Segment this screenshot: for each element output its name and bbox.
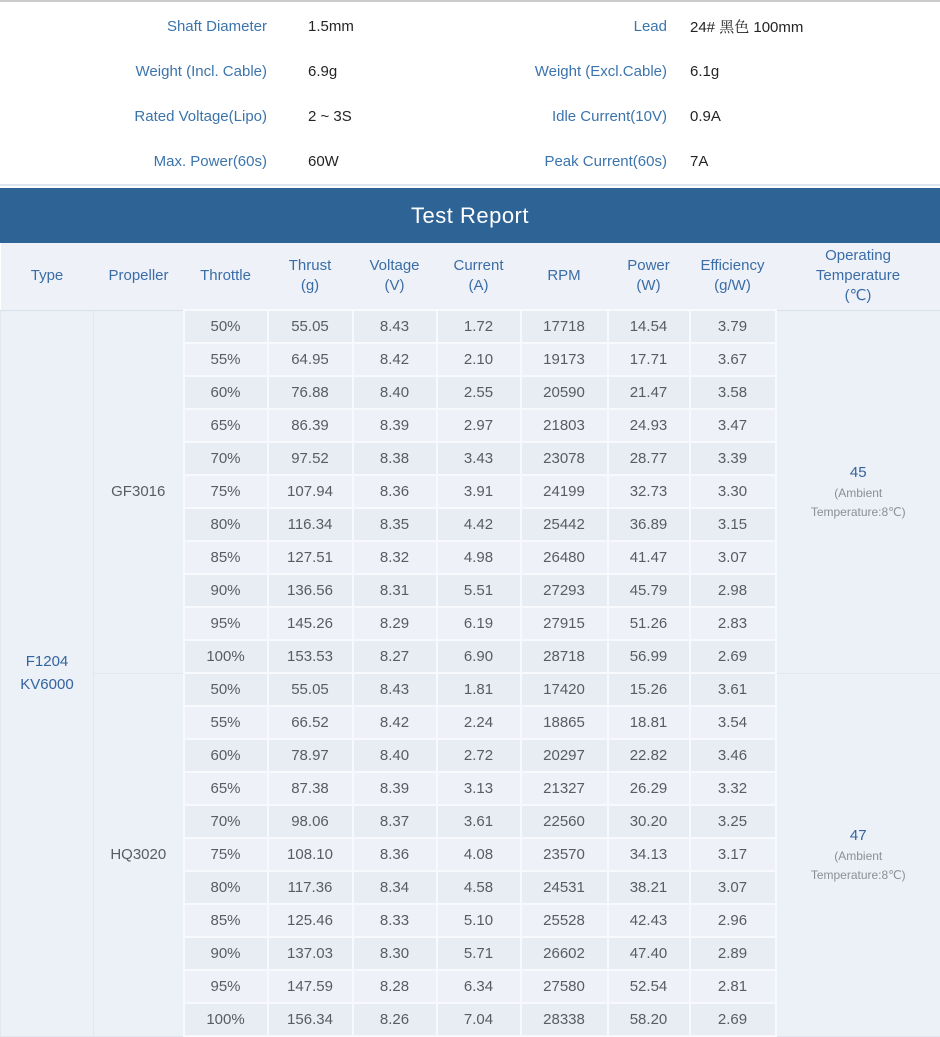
power-cell: 36.89 xyxy=(608,508,690,541)
spec-label-max-power: Max. Power(60s) xyxy=(0,153,267,170)
thrust-cell: 98.06 xyxy=(268,805,353,838)
col-header-line: (g) xyxy=(268,276,353,296)
power-cell: 34.13 xyxy=(608,838,690,871)
throttle-cell: 60% xyxy=(184,739,268,772)
thrust-cell: 116.34 xyxy=(268,508,353,541)
throttle-cell: 85% xyxy=(184,904,268,937)
col-header-line: (W) xyxy=(608,276,690,296)
rpm-cell: 24531 xyxy=(521,871,608,904)
power-cell: 26.29 xyxy=(608,772,690,805)
col-header-throttle xyxy=(184,243,268,310)
rpm-cell: 23078 xyxy=(521,442,608,475)
rpm-cell: 25442 xyxy=(521,508,608,541)
efficiency-cell: 3.32 xyxy=(690,772,776,805)
thrust-cell: 55.05 xyxy=(268,310,353,343)
throttle-cell: 55% xyxy=(184,706,268,739)
current-cell: 4.08 xyxy=(437,838,521,871)
efficiency-cell: 3.79 xyxy=(690,310,776,343)
col-header-line: Propeller xyxy=(94,266,184,286)
voltage-cell: 8.43 xyxy=(353,310,437,343)
power-cell: 18.81 xyxy=(608,706,690,739)
spec-value-idle-current: 0.9A xyxy=(667,108,940,125)
throttle-cell: 70% xyxy=(184,442,268,475)
throttle-cell: 55% xyxy=(184,343,268,376)
efficiency-cell: 3.67 xyxy=(690,343,776,376)
rpm-cell: 18865 xyxy=(521,706,608,739)
voltage-cell: 8.37 xyxy=(353,805,437,838)
col-header-line: (V) xyxy=(353,276,437,296)
current-cell: 3.61 xyxy=(437,805,521,838)
power-cell: 14.54 xyxy=(608,310,690,343)
throttle-cell: 80% xyxy=(184,508,268,541)
current-cell: 4.58 xyxy=(437,871,521,904)
power-cell: 22.82 xyxy=(608,739,690,772)
thrust-cell: 127.51 xyxy=(268,541,353,574)
col-header-line: Current xyxy=(437,256,521,276)
voltage-cell: 8.40 xyxy=(353,739,437,772)
thrust-cell: 87.38 xyxy=(268,772,353,805)
voltage-cell: 8.30 xyxy=(353,937,437,970)
power-cell: 42.43 xyxy=(608,904,690,937)
throttle-cell: 65% xyxy=(184,409,268,442)
voltage-cell: 8.40 xyxy=(353,376,437,409)
propeller-cell: HQ3020 xyxy=(94,673,184,1036)
current-cell: 5.10 xyxy=(437,904,521,937)
throttle-cell: 95% xyxy=(184,970,268,1003)
current-cell: 6.19 xyxy=(437,607,521,640)
rpm-cell: 27915 xyxy=(521,607,608,640)
power-cell: 38.21 xyxy=(608,871,690,904)
thrust-cell: 76.88 xyxy=(268,376,353,409)
throttle-cell: 75% xyxy=(184,838,268,871)
thrust-cell: 156.34 xyxy=(268,1003,353,1036)
thrust-cell: 64.95 xyxy=(268,343,353,376)
spec-value-shaft-diameter: 1.5mm xyxy=(267,18,407,35)
voltage-cell: 8.35 xyxy=(353,508,437,541)
temperature-value: 47 xyxy=(777,825,940,847)
table-header-row xyxy=(1,243,940,310)
efficiency-cell: 2.83 xyxy=(690,607,776,640)
voltage-cell: 8.39 xyxy=(353,409,437,442)
rpm-cell: 19173 xyxy=(521,343,608,376)
rpm-cell: 17718 xyxy=(521,310,608,343)
power-cell: 21.47 xyxy=(608,376,690,409)
voltage-cell: 8.26 xyxy=(353,1003,437,1036)
voltage-cell: 8.28 xyxy=(353,970,437,1003)
rpm-cell: 23570 xyxy=(521,838,608,871)
type-line: F1204 xyxy=(1,650,93,673)
current-cell: 3.91 xyxy=(437,475,521,508)
current-cell: 2.10 xyxy=(437,343,521,376)
thrust-cell: 137.03 xyxy=(268,937,353,970)
efficiency-cell: 3.30 xyxy=(690,475,776,508)
voltage-cell: 8.29 xyxy=(353,607,437,640)
col-header-line: Thrust xyxy=(268,256,353,276)
table-body xyxy=(1,310,940,1036)
throttle-cell: 50% xyxy=(184,673,268,706)
throttle-cell: 70% xyxy=(184,805,268,838)
spec-row xyxy=(0,49,940,94)
thrust-cell: 66.52 xyxy=(268,706,353,739)
current-cell: 5.51 xyxy=(437,574,521,607)
rpm-cell: 21327 xyxy=(521,772,608,805)
spec-value-weight-incl-cable: 6.9g xyxy=(267,63,407,80)
efficiency-cell: 2.81 xyxy=(690,970,776,1003)
voltage-cell: 8.27 xyxy=(353,640,437,673)
current-cell: 2.72 xyxy=(437,739,521,772)
rpm-cell: 24199 xyxy=(521,475,608,508)
table-header xyxy=(1,243,940,310)
temperature-note-line: (Ambient xyxy=(777,847,940,866)
spec-row xyxy=(0,4,940,49)
col-header-line: Temperature xyxy=(776,266,940,286)
voltage-cell: 8.36 xyxy=(353,475,437,508)
thrust-cell: 86.39 xyxy=(268,409,353,442)
efficiency-cell: 3.07 xyxy=(690,871,776,904)
throttle-cell: 90% xyxy=(184,574,268,607)
power-cell: 30.20 xyxy=(608,805,690,838)
col-header-line: (g/W) xyxy=(690,276,776,296)
col-header-voltage xyxy=(353,243,437,310)
col-header-type xyxy=(1,243,94,310)
thrust-cell: 117.36 xyxy=(268,871,353,904)
current-cell: 2.97 xyxy=(437,409,521,442)
rpm-cell: 27293 xyxy=(521,574,608,607)
current-cell: 3.13 xyxy=(437,772,521,805)
col-header-line: Efficiency xyxy=(690,256,776,276)
rpm-cell: 20590 xyxy=(521,376,608,409)
voltage-cell: 8.43 xyxy=(353,673,437,706)
thrust-cell: 107.94 xyxy=(268,475,353,508)
efficiency-cell: 3.07 xyxy=(690,541,776,574)
throttle-cell: 90% xyxy=(184,937,268,970)
col-header-power xyxy=(608,243,690,310)
efficiency-cell: 2.96 xyxy=(690,904,776,937)
spec-label-rated-voltage: Rated Voltage(Lipo) xyxy=(0,108,267,125)
power-cell: 28.77 xyxy=(608,442,690,475)
current-cell: 2.55 xyxy=(437,376,521,409)
voltage-cell: 8.33 xyxy=(353,904,437,937)
current-cell: 1.72 xyxy=(437,310,521,343)
col-header-line: Operating xyxy=(776,246,940,266)
spec-label-weight-incl-cable: Weight (Incl. Cable) xyxy=(0,63,267,80)
temperature-cell xyxy=(776,310,940,673)
thrust-cell: 153.53 xyxy=(268,640,353,673)
throttle-cell: 60% xyxy=(184,376,268,409)
power-cell: 15.26 xyxy=(608,673,690,706)
rpm-cell: 21803 xyxy=(521,409,608,442)
current-cell: 6.90 xyxy=(437,640,521,673)
spec-label-shaft-diameter: Shaft Diameter xyxy=(0,18,267,35)
col-header-line: Type xyxy=(1,266,94,286)
rpm-cell: 26602 xyxy=(521,937,608,970)
efficiency-cell: 2.69 xyxy=(690,640,776,673)
power-cell: 58.20 xyxy=(608,1003,690,1036)
efficiency-cell: 2.89 xyxy=(690,937,776,970)
power-cell: 32.73 xyxy=(608,475,690,508)
thrust-cell: 78.97 xyxy=(268,739,353,772)
thrust-cell: 145.26 xyxy=(268,607,353,640)
col-header-line: RPM xyxy=(521,266,608,286)
type-cell xyxy=(1,310,94,1036)
voltage-cell: 8.42 xyxy=(353,706,437,739)
power-cell: 24.93 xyxy=(608,409,690,442)
thrust-cell: 125.46 xyxy=(268,904,353,937)
current-cell: 5.71 xyxy=(437,937,521,970)
test-report-table xyxy=(0,243,940,1037)
rpm-cell: 28338 xyxy=(521,1003,608,1036)
rpm-cell: 28718 xyxy=(521,640,608,673)
spec-label-peak-current: Peak Current(60s) xyxy=(407,153,667,170)
thrust-cell: 136.56 xyxy=(268,574,353,607)
rpm-cell: 17420 xyxy=(521,673,608,706)
temperature-value: 45 xyxy=(777,462,940,484)
efficiency-cell: 3.54 xyxy=(690,706,776,739)
col-header-line: Voltage xyxy=(353,256,437,276)
efficiency-cell: 3.47 xyxy=(690,409,776,442)
col-header-temperature xyxy=(776,243,940,310)
rpm-cell: 20297 xyxy=(521,739,608,772)
voltage-cell: 8.36 xyxy=(353,838,437,871)
throttle-cell: 75% xyxy=(184,475,268,508)
spec-row xyxy=(0,94,940,139)
voltage-cell: 8.39 xyxy=(353,772,437,805)
thrust-cell: 97.52 xyxy=(268,442,353,475)
efficiency-cell: 3.17 xyxy=(690,838,776,871)
spec-summary xyxy=(0,2,940,186)
col-header-current xyxy=(437,243,521,310)
thrust-cell: 147.59 xyxy=(268,970,353,1003)
efficiency-cell: 2.98 xyxy=(690,574,776,607)
temperature-note-line: (Ambient xyxy=(777,484,940,503)
power-cell: 47.40 xyxy=(608,937,690,970)
test-report-banner xyxy=(0,188,940,243)
rpm-cell: 22560 xyxy=(521,805,608,838)
col-header-rpm xyxy=(521,243,608,310)
current-cell: 4.98 xyxy=(437,541,521,574)
power-cell: 41.47 xyxy=(608,541,690,574)
data-row xyxy=(1,673,940,706)
current-cell: 4.42 xyxy=(437,508,521,541)
test-report-title: Test Report xyxy=(411,203,529,229)
power-cell: 51.26 xyxy=(608,607,690,640)
throttle-cell: 100% xyxy=(184,1003,268,1036)
temperature-note-line: Temperature:8℃) xyxy=(777,866,940,885)
spec-label-weight-excl-cable: Weight (Excl.Cable) xyxy=(407,63,667,80)
voltage-cell: 8.42 xyxy=(353,343,437,376)
col-header-line: (℃) xyxy=(776,286,940,306)
efficiency-cell: 3.25 xyxy=(690,805,776,838)
efficiency-cell: 3.61 xyxy=(690,673,776,706)
efficiency-cell: 3.46 xyxy=(690,739,776,772)
temperature-cell xyxy=(776,673,940,1036)
voltage-cell: 8.32 xyxy=(353,541,437,574)
voltage-cell: 8.31 xyxy=(353,574,437,607)
col-header-thrust xyxy=(268,243,353,310)
col-header-line: (A) xyxy=(437,276,521,296)
throttle-cell: 100% xyxy=(184,640,268,673)
temperature-note-line: Temperature:8℃) xyxy=(777,503,940,522)
spec-label-lead: Lead xyxy=(407,18,667,35)
spec-row xyxy=(0,139,940,184)
col-header-line: Power xyxy=(608,256,690,276)
power-cell: 17.71 xyxy=(608,343,690,376)
spec-value-rated-voltage: 2 ~ 3S xyxy=(267,108,407,125)
efficiency-cell: 3.39 xyxy=(690,442,776,475)
type-line: KV6000 xyxy=(1,673,93,696)
spec-value-weight-excl-cable: 6.1g xyxy=(667,63,940,80)
current-cell: 3.43 xyxy=(437,442,521,475)
voltage-cell: 8.34 xyxy=(353,871,437,904)
throttle-cell: 80% xyxy=(184,871,268,904)
spec-value-lead: 24# 黑色 100mm xyxy=(667,16,940,37)
voltage-cell: 8.38 xyxy=(353,442,437,475)
thrust-cell: 108.10 xyxy=(268,838,353,871)
throttle-cell: 65% xyxy=(184,772,268,805)
current-cell: 2.24 xyxy=(437,706,521,739)
power-cell: 45.79 xyxy=(608,574,690,607)
rpm-cell: 26480 xyxy=(521,541,608,574)
efficiency-cell: 3.58 xyxy=(690,376,776,409)
spec-value-peak-current: 7A xyxy=(667,153,940,170)
spec-value-max-power: 60W xyxy=(267,153,407,170)
thrust-cell: 55.05 xyxy=(268,673,353,706)
rpm-cell: 27580 xyxy=(521,970,608,1003)
power-cell: 52.54 xyxy=(608,970,690,1003)
current-cell: 1.81 xyxy=(437,673,521,706)
data-row xyxy=(1,310,940,343)
col-header-line: Throttle xyxy=(184,266,268,286)
efficiency-cell: 2.69 xyxy=(690,1003,776,1036)
spec-label-idle-current: Idle Current(10V) xyxy=(407,108,667,125)
throttle-cell: 50% xyxy=(184,310,268,343)
current-cell: 7.04 xyxy=(437,1003,521,1036)
propeller-cell: GF3016 xyxy=(94,310,184,673)
current-cell: 6.34 xyxy=(437,970,521,1003)
throttle-cell: 95% xyxy=(184,607,268,640)
rpm-cell: 25528 xyxy=(521,904,608,937)
efficiency-cell: 3.15 xyxy=(690,508,776,541)
col-header-propeller xyxy=(94,243,184,310)
power-cell: 56.99 xyxy=(608,640,690,673)
throttle-cell: 85% xyxy=(184,541,268,574)
col-header-efficiency xyxy=(690,243,776,310)
